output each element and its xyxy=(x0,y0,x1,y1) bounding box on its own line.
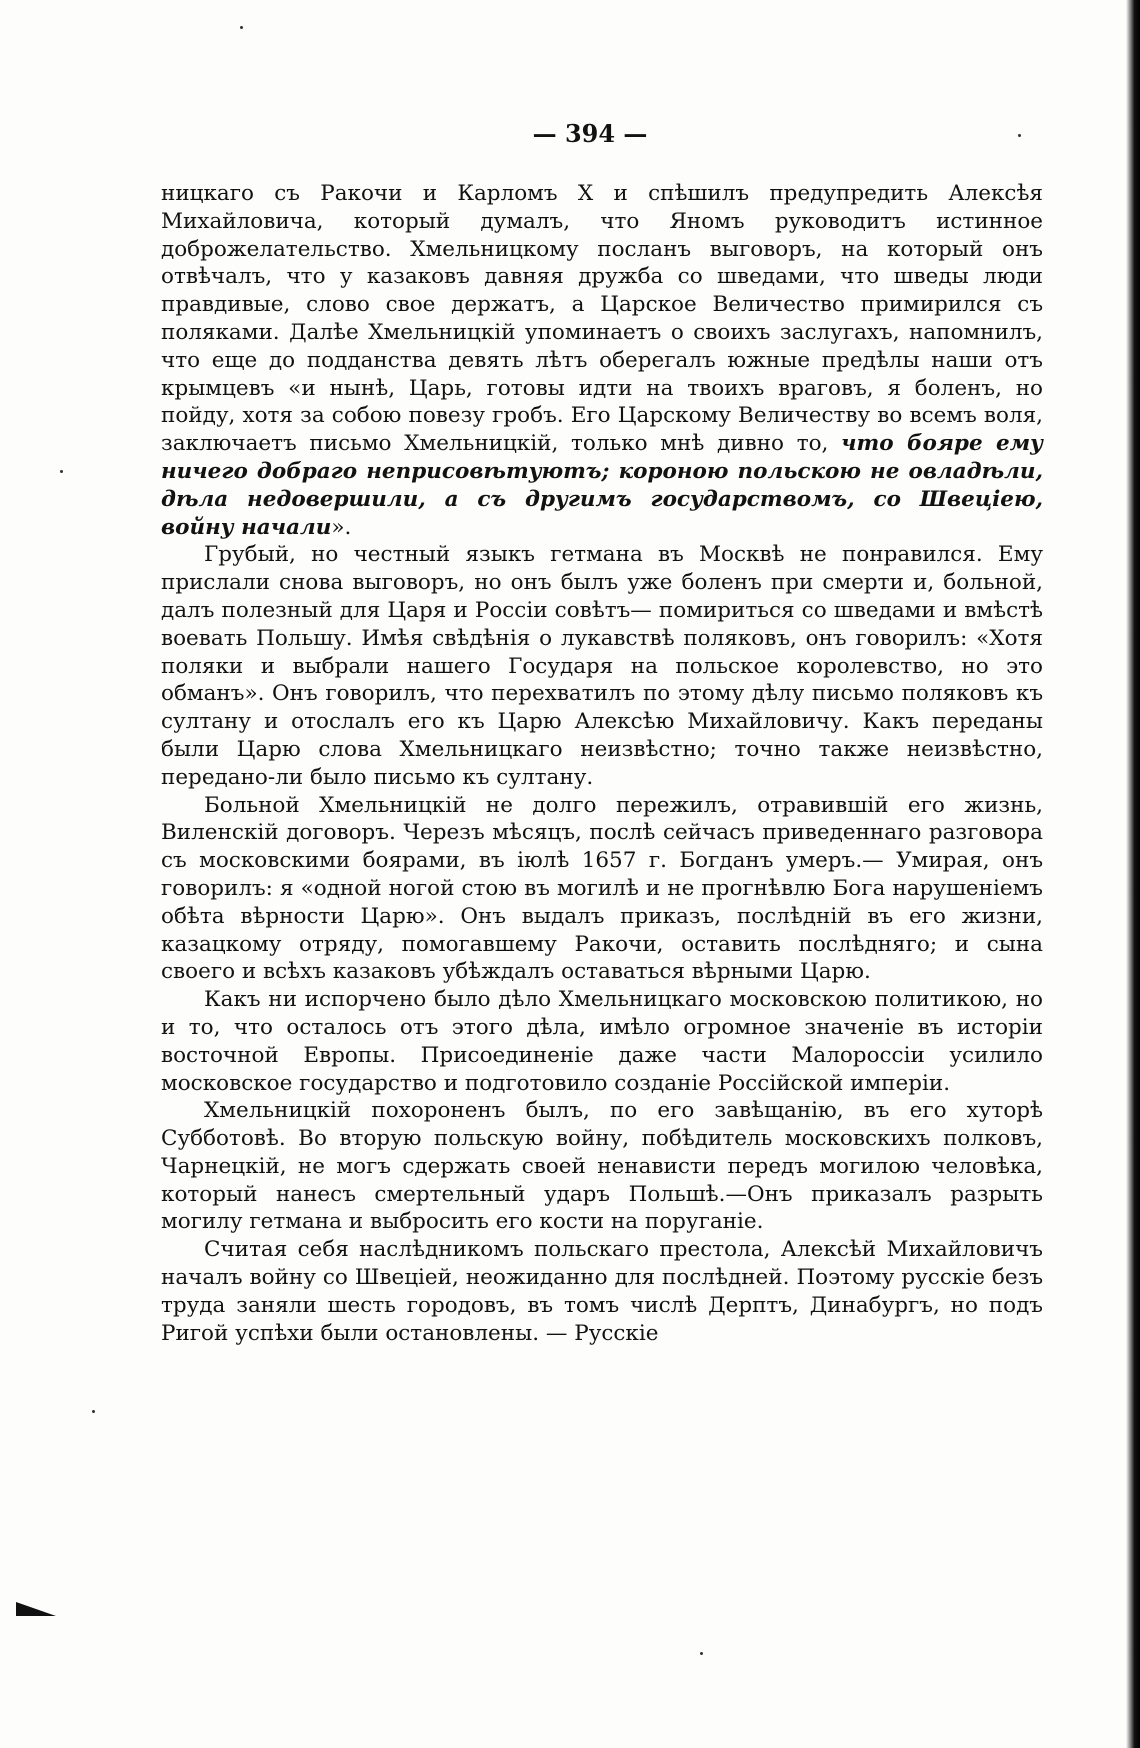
paragraph-1-text: ницкаго съ Ракочи и Карломъ X и спѣшилъ предупредить Алексѣя Михайловича, который думалъ, что Яномъ руководитъ истинное доброжелательство. Хмельницкому посланъ выговоръ, на который онъ отвѣчалъ, что у казаковъ давняя дружба со шведами, что шведы люди правдивые, слово свое держатъ, а Царское Величество примирился съ поляками. Далѣе Хмельницкій упоминаетъ о своихъ заслугахъ, напомнилъ, что еще до подданства девять лѣтъ оберегалъ южные предѣлы наши отъ крымцевъ «и нынѣ, Царь, готовы идти на твоихъ враговъ, я боленъ, но пойду, хотя за собою повезу гробъ. Его Царскому Величеству во всемъ воля, заключаетъ письмо Хмельницкій, только мнѣ дивно то, xyxy=(161,181,1043,457)
paragraph-5-text: Хмельницкій похороненъ былъ, по его завѣщанію, въ его хуторѣ Субботовѣ. Во вторую польскую войну, побѣдитель московскихъ полковъ, Чарнецкій, не могъ сдержать своей ненависти передъ могилою человѣка, который нанесъ смертельный ударъ Польшѣ.—Онъ приказалъ разрыть могилу гетмана и выбросить его кости на поруганіе. xyxy=(161,1098,1043,1235)
speck xyxy=(240,26,243,29)
paragraph-3-text: Больной Хмельницкій не долго пережилъ, отравившій его жизнь, Виленскій договоръ. Черезъ мѣсяцъ, послѣ сейчасъ приведеннаго разговора съ московскими боярами, въ іюлѣ 1657 г. Богданъ умеръ.— Умирая, онъ говорилъ: я «одной ногой стою въ могилѣ и не прогнѣвлю Бога нарушеніемъ обѣта вѣрности Царю». Онъ выдалъ приказъ, послѣдній въ его жизни, казацкому отряду, помогавшему Ракочи, оставить послѣдняго; и сына своего и всѣхъ казаковъ убѣждалъ оставаться вѣрными Царю. xyxy=(161,792,1043,985)
margin-mark xyxy=(16,1602,56,1616)
paragraph-1-closing: ». xyxy=(331,514,352,540)
paragraph-4-text: Какъ ни испорчено было дѣло Хмельницкаго московскою политикою, но и то, что осталось отъ этого дѣла, имѣло огромное значеніе въ исторіи восточной Европы. Присоединеніе даже части Малороссіи усилило московское государство и подготовило созданіе Россійской имперіи. xyxy=(161,987,1043,1096)
speck xyxy=(92,1410,95,1413)
paragraph-2-text: Грубый, но честный языкъ гетмана въ Москвѣ не понравился. Ему прислали снова выговоръ, но онъ былъ уже боленъ при смерти и, больной, далъ полезный для Царя и Россіи совѣтъ— помириться со шведами и вмѣстѣ воевать Польшу. Имѣя свѣдѣнія о лукавствѣ поляковъ, онъ говорилъ: «Хотя поляки и выбрали нашего Государя на польское королевство, но это обманъ». Онъ говорилъ, что перехватилъ по этому дѣлу письмо поляковъ къ султану и отослалъ его къ Царю Алексѣю Михайловичу. Какъ переданы были Царю слова Хмельницкаго неизвѣстно; точно также неизвѣстно, передано-ли было письмо къ султану. xyxy=(161,542,1043,790)
speck xyxy=(60,470,63,473)
paragraph-3 xyxy=(161,792,1043,987)
paragraph-1 xyxy=(161,180,1043,541)
paragraph-6 xyxy=(161,1236,1043,1347)
speck xyxy=(700,1652,703,1655)
paragraph-5 xyxy=(161,1097,1043,1236)
page-text xyxy=(161,120,1043,1347)
paragraph-6-text: Считая себя наслѣдникомъ польскаго престола, Алексѣй Михайловичъ началъ войну со Швеціей, неожиданно для послѣдней. Поэтому русскіе безъ труда заняли шесть городовъ, въ томъ числѣ Дерптъ, Динабургъ, но подъ Ригой успѣхи были остановлены. — Русскіе xyxy=(161,1237,1043,1346)
paragraph-2 xyxy=(161,541,1043,791)
page-number: — 394 — xyxy=(532,119,648,148)
page-edge-shadow xyxy=(1126,0,1140,1748)
paragraph-4 xyxy=(161,986,1043,1097)
paragraph-1-emphasis: что бояре ему ничего добраго неприсовѣтуютъ; короною польскою не овладѣли, дѣла недовершили, а съ другимъ государствомъ, со Швеціею, войну начали xyxy=(161,431,1043,540)
